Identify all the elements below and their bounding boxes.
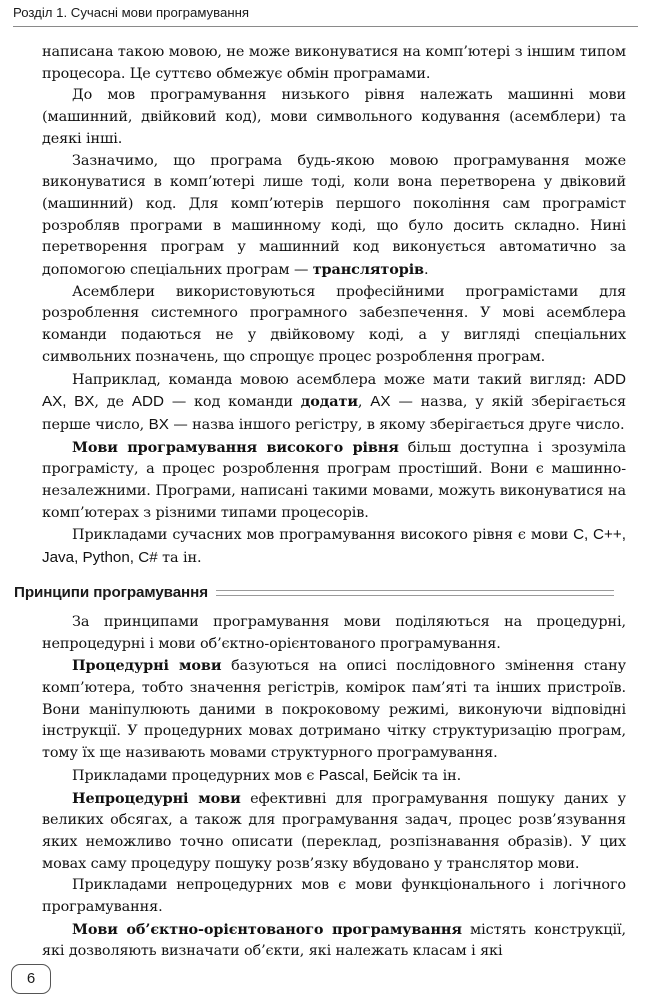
term-oop-languages: Мови об’єктно-орієнтованого програмування xyxy=(72,920,462,938)
paragraph-text: та ін. xyxy=(157,550,202,567)
paragraph-text: Прикладами непроцедурних мов є мови функціонального і логічного програмування. xyxy=(42,877,626,916)
running-header xyxy=(13,4,638,27)
paragraph xyxy=(42,282,626,369)
paragraph-text: Асемблери використовуються професійними програмістами для розроблення системного програмного забезпечення. У мові асемблера команди подаються не у двійковому коді, а у вигляді спеціальних символьних позначень, що спрощує процес розроблення програм. xyxy=(42,283,626,365)
paragraph xyxy=(42,524,626,569)
term-procedural-languages: Процедурні мови xyxy=(72,657,222,675)
section-rule xyxy=(216,590,614,596)
paragraph xyxy=(42,151,626,282)
paragraph-text: Зазначимо, що програма будь-якою мовою програмування може виконуватися в комп’ютері лише тоді, коли вона перетворена у двіковий (машинний) код. Для комп’ютерів першого покоління сам програміст розробляв програми в машинному коді, що було досить складно. Нині перетворення програм у машинний код виконується автоматично за допомогою спеціальних програм — xyxy=(42,152,626,279)
language-list: C, C++, Java, Python, C# xyxy=(42,526,626,567)
paragraph xyxy=(42,919,626,963)
code-example: ADD AX, BX xyxy=(42,370,626,411)
paragraph-text: — назва, у якій зберігається перше число, xyxy=(42,394,626,433)
code-token: ADD xyxy=(131,393,164,411)
paragraph-text: , xyxy=(357,394,371,411)
paragraph xyxy=(42,369,626,437)
paragraph-text: . xyxy=(423,262,429,279)
paragraph-text: базуються на описі послідовного змінення стану комп’ютера, тобто значення регістрів, комірок пам’яті та інших пристроїв. Вони маніпулюють даними в покроковому режимі, виконуючи відповідні інструкції. У процедурних мовах дотримано чітку структуризацію програм, тому їх ще називають мовами структурного програмування. xyxy=(42,658,626,762)
term-translators: трансляторів xyxy=(312,261,424,279)
paragraph-text: — назва іншого регістру, в якому зберігається друге число. xyxy=(168,416,625,433)
paragraph xyxy=(42,437,626,525)
term-high-level-languages: Мови програмування високого рівня xyxy=(72,438,399,456)
paragraph xyxy=(42,612,626,655)
paragraph xyxy=(42,875,626,918)
section-heading xyxy=(14,583,626,603)
paragraph-text: — код команди xyxy=(163,394,301,411)
paragraph-text: Наприклад, команда мовою асемблера може мати такий вигляд: xyxy=(72,371,594,388)
paragraph-text: До мов програмування низького рівня належать машинні мови (машинний, двійковий код), мови символьного кодування (асемблери) та деякі інші. xyxy=(42,87,626,147)
term-add: додати xyxy=(300,393,358,411)
section-title: Принципи програмування xyxy=(14,584,208,602)
code-token: BX xyxy=(148,415,169,433)
page-body xyxy=(14,42,627,963)
paragraph-text: Прикладами сучасних мов програмування високого рівня є мови xyxy=(72,527,574,544)
code-token: AX xyxy=(370,393,391,411)
paragraph-text: , де xyxy=(94,394,132,411)
language-list: Pascal, Бейсік xyxy=(318,766,418,784)
paragraph xyxy=(42,788,626,876)
paragraph-text: та ін. xyxy=(417,767,462,784)
paragraph-text: ефективні для програмування пошуку даних у великих обсягах, а також для програмування задач, процес розв’язування яких неможливо точно описати (переклад, розпізнавання образів). У цих мовах саму процедуру пошуку розв’язку вбудовано у транслятор мови. xyxy=(42,790,626,872)
paragraph-text: більш доступна і зрозуміла програмісту, а процес розроблення програм простіший. Вони є машинно-незалежними. Програми, написані такими мовами, можуть виконуватися на комп’ютерах з різними типами процесорів. xyxy=(42,439,627,521)
paragraph xyxy=(42,765,626,788)
page-number-text: 6 xyxy=(26,970,36,987)
paragraph xyxy=(42,42,626,85)
running-header-title: Розділ 1. Сучасні мови програмування xyxy=(13,5,250,20)
paragraph-text: написана такою мовою, не може виконуватися на комп’ютері з іншим типом процесора. Це суттєво обмежує обмін програмами. xyxy=(42,44,626,82)
paragraph xyxy=(42,85,626,150)
paragraph-text: Прикладами процедурних мов є xyxy=(72,767,319,784)
paragraph xyxy=(42,655,626,765)
page-number xyxy=(11,964,51,994)
paragraph-text: містять конструкції, які дозволяють визначати об’єкти, які належать класам і які xyxy=(42,921,626,960)
term-nonprocedural-languages: Непроцедурні мови xyxy=(72,789,241,807)
paragraph-text: За принципами програмування мови поділяються на процедурні, непроцедурні і мови об’єктно-орієнтованого програмування. xyxy=(42,613,626,652)
